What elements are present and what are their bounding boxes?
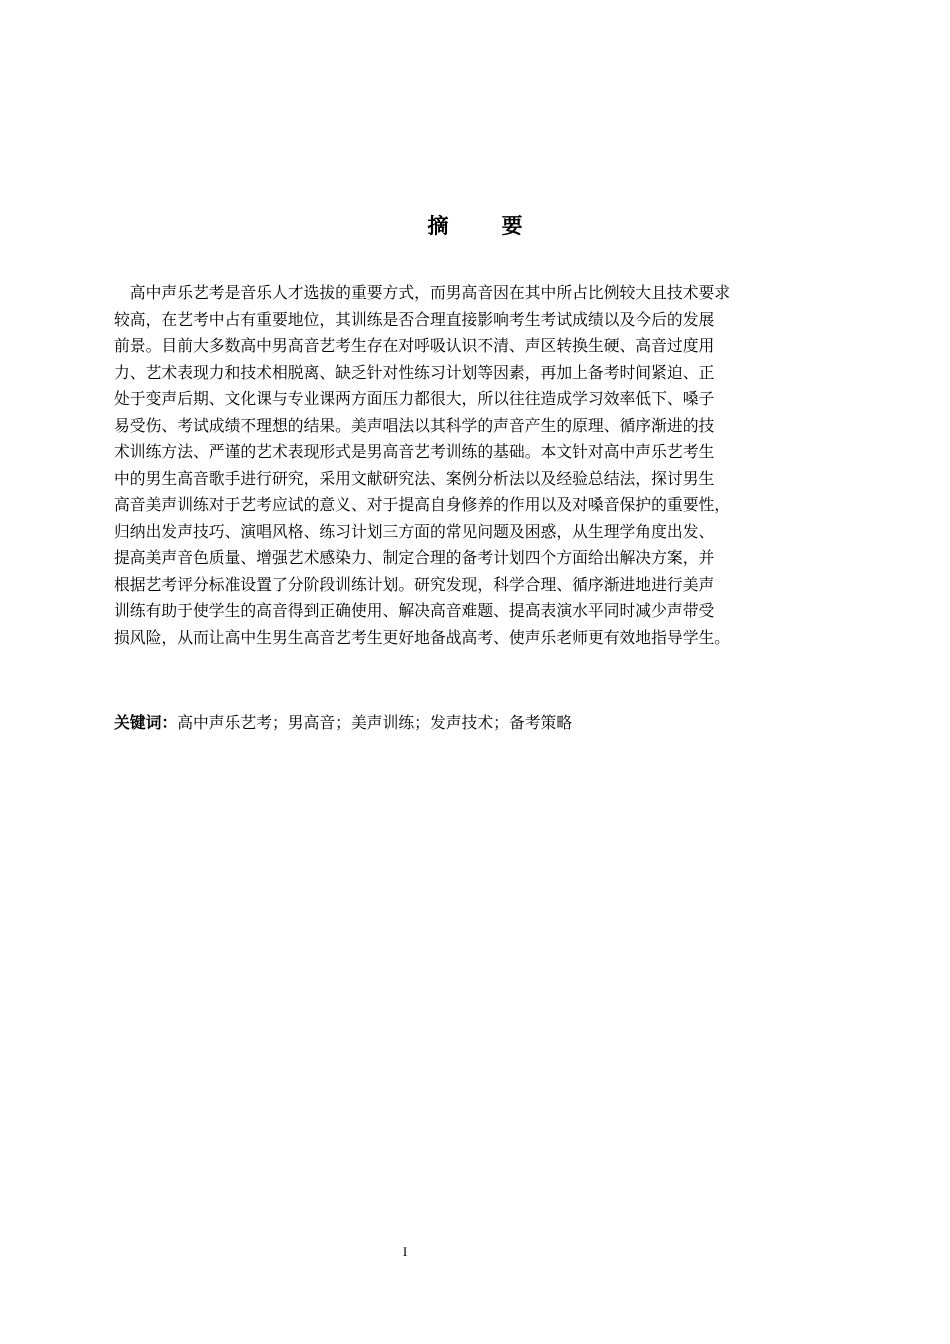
- abstract-line: 高中声乐艺考是音乐人才选拔的重要方式，而男高音因在其中所占比例较大且技术要求: [114, 283, 731, 302]
- keywords-section: [114, 710, 572, 736]
- abstract-line: 前景。目前大多数高中男高音艺考生存在对呼吸认识不清、声区转换生硬、高音过度用: [114, 336, 715, 355]
- abstract-line: 高音美声训练对于艺考应试的意义、对于提高自身修养的作用以及对嗓音保护的重要性，: [114, 495, 731, 514]
- abstract-line: 损风险，从而让高中生男生高音艺考生更好地备战高考、使声乐老师更有效地指导学生。: [114, 627, 731, 647]
- abstract-line: 较高，在艺考中占有重要地位，其训练是否合理直接影响考生考试成绩以及今后的发展: [114, 309, 715, 329]
- abstract-line: 力、艺术表现力和技术相脱离、缺乏针对性练习计划等因素，再加上备考时间紧迫、正: [114, 362, 715, 382]
- abstract-line: 归纳出发声技巧、演唱风格、练习计划三方面的常见问题及困惑，从生理学角度出发、: [114, 521, 715, 541]
- abstract-line: 中的男生高音歌手进行研究，采用文献研究法、案例分析法以及经验总结法，探讨男生: [114, 468, 715, 488]
- abstract-line: 根据艺考评分标准设置了分阶段训练计划。研究发现，科学合理、循序渐进地进行美声: [114, 574, 715, 594]
- abstract-title: 摘 要: [427, 214, 539, 238]
- page-number: I: [402, 1244, 408, 1259]
- keywords-label: 关键词：: [114, 713, 178, 732]
- abstract-line: 训练有助于使学生的高音得到正确使用、解决高音难题、提高表演水平同时减少声带受: [114, 601, 715, 620]
- abstract-line: 术训练方法、严谨的艺术表现形式是男高音艺考训练的基础。本文针对高中声乐艺考生: [114, 442, 715, 461]
- keywords-text: 高中声乐艺考；男高音；美声训练；发声技术；备考策略: [177, 713, 573, 732]
- abstract-line: 处于变声后期、文化课与专业课两方面压力都很大，所以往往造成学习效率低下、嗓子: [114, 389, 715, 408]
- abstract-line: 易受伤、考试成绩不理想的结果。美声唱法以其科学的声音产生的原理、循序渐进的技: [114, 415, 715, 435]
- abstract-body: [114, 280, 859, 651]
- abstract-line: 提高美声音色质量、增强艺术感染力、制定合理的备考计划四个方面给出解决方案，并: [114, 548, 715, 567]
